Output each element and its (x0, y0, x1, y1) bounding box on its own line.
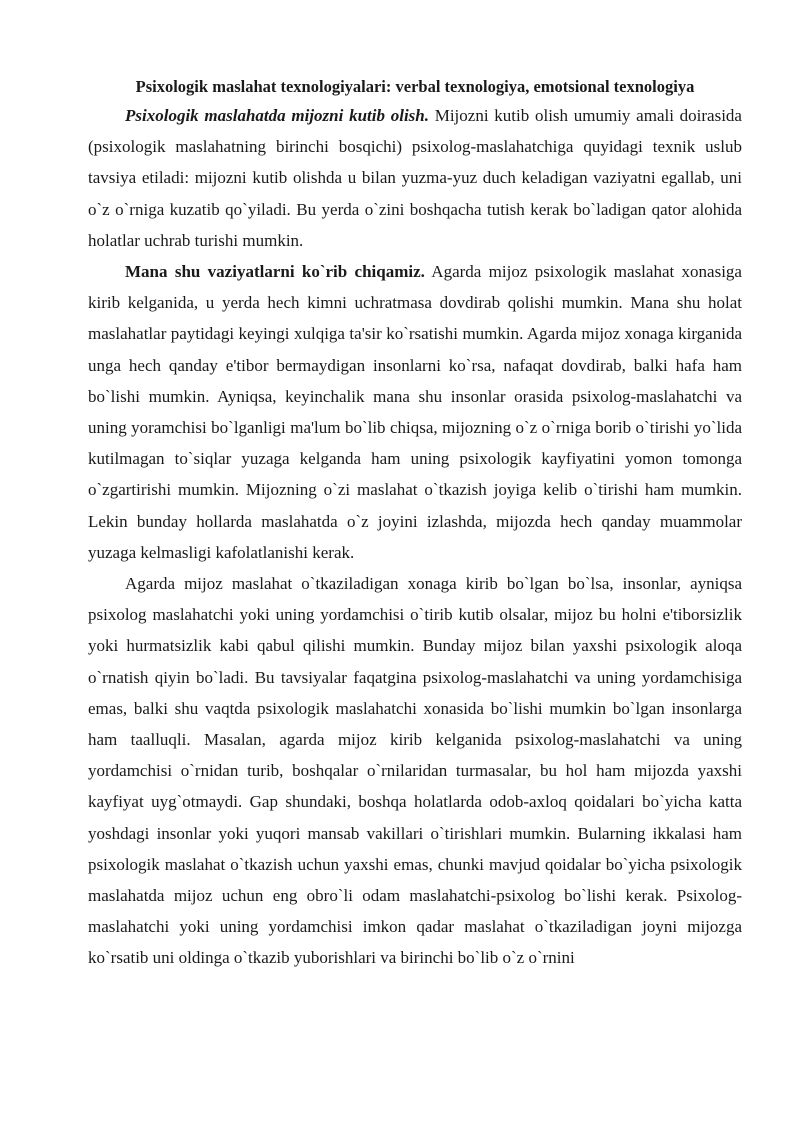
paragraph-2-lead: Mana shu vaziyatlarni ko`rib chiqamiz. (125, 262, 425, 282)
document-page (88, 74, 742, 974)
paragraph-1 (88, 100, 742, 256)
paragraph-3 (88, 568, 742, 974)
paragraph-1-text: Mijozni kutib olish umumiy amali doirasida (psixologik maslahatning birinchi bosqichi) psixolog-maslahatchiga quyidagi texnik uslub tavsiya etiladi: mijozni kutib olishda u bilan yuzma-yuz duch keladigan vaziyatni egallab, uni o`z o`rniga kuzatib qo`yiladi. Bu yerda o`zini boshqacha tutish kerak bo`ladigan qator alohida holatlar uchrab turishi mumkin. (88, 106, 742, 250)
paragraph-1-lead: Psixologik maslahatda mijozni kutib olish. (125, 106, 429, 125)
paragraph-3-text: Agarda mijoz maslahat o`tkaziladigan xonaga kirib bo`lgan bo`lsa, insonlar, ayniqsa psixolog maslahatchi yoki uning yordamchisi o`tirib kutib olsalar, mijoz bu holni e'tiborsizlik yoki hurmatsizlik kabi qabul qilishi mumkin. Bunday mijoz bilan yaxshi psixologik aloqa o`rnatish qiyin bo`ladi. Bu tavsiyalar faqatgina psixolog-maslahatchi va uning yordamchisiga emas, balki shu vaqtda psixologik maslahatchi xonasida bo`lishi mumkin bo`lgan insonlarga ham taalluqli. Masalan, agarda mijoz kirib kelganida psixolog-maslahatchi va uning yordamchisi o`rnidan turib, boshqalar o`rnilaridan turmasalar, bu hol ham mijozda yaxshi kayfiyat uyg`otmaydi. Gap shundaki, boshqa holatlarda odob-axloq qoidalari bo`yicha katta yoshdagi insonlar yoki yuqori mansab vakillari o`tirishlari mumkin. Bularning ikkalasi ham psixologik maslahat o`tkazish uchun yaxshi emas, chunki mavjud qoidalar bo`yicha psixologik maslahatda mijoz uchun eng obro`li odam maslahatchi-psixolog bo`lishi kerak. Psixolog-maslahatchi yoki uning yordamchisi imkon qadar maslahat o`tkaziladigan joyni mijozga ko`rsatib uni oldinga o`tkazib yuborishlari va birinchi bo`lib o`z o`rnini (88, 574, 742, 968)
document-title: Psixologik maslahat texnologiyalari: verbal texnologiya, emotsional texnologiya (135, 77, 695, 96)
paragraph-2 (88, 256, 742, 568)
paragraph-2-text: Agarda mijoz psixologik maslahat xonasiga kirib kelganida, u yerda hech kimni uchratmasa dovdirab qolishi mumkin. Mana shu holat maslahatlar paytidagi keyingi xulqiga ta'sir ko`rsatishi mumkin. Agarda mijoz xonaga kirganida unga hech qanday e'tibor bermaydigan insonlarni ko`rsa, nafaqat dovdirab, balki hafa ham bo`lishi mumkin. Ayniqsa, keyinchalik mana shu insonlar orasida psixolog-maslahatchi va uning yoramchisi bo`lganligi ma'lum bo`lib chiqsa, mijozning o`z o`rniga borib o`tirishi yo`lida kutilmagan to`siqlar yuzaga kelganda ham uning psixologik kayfiyatini yomon tomonga o`zgartirishi mumkin. Mijozning o`zi maslahat o`tkazish joyiga kelib o`tirishi ham mumkin. Lekin bunday hollarda maslahatda o`z joyini izlashda, mijozda hech qanday muammolar yuzaga kelmasligi kafolatlanishi kerak. (88, 262, 742, 562)
